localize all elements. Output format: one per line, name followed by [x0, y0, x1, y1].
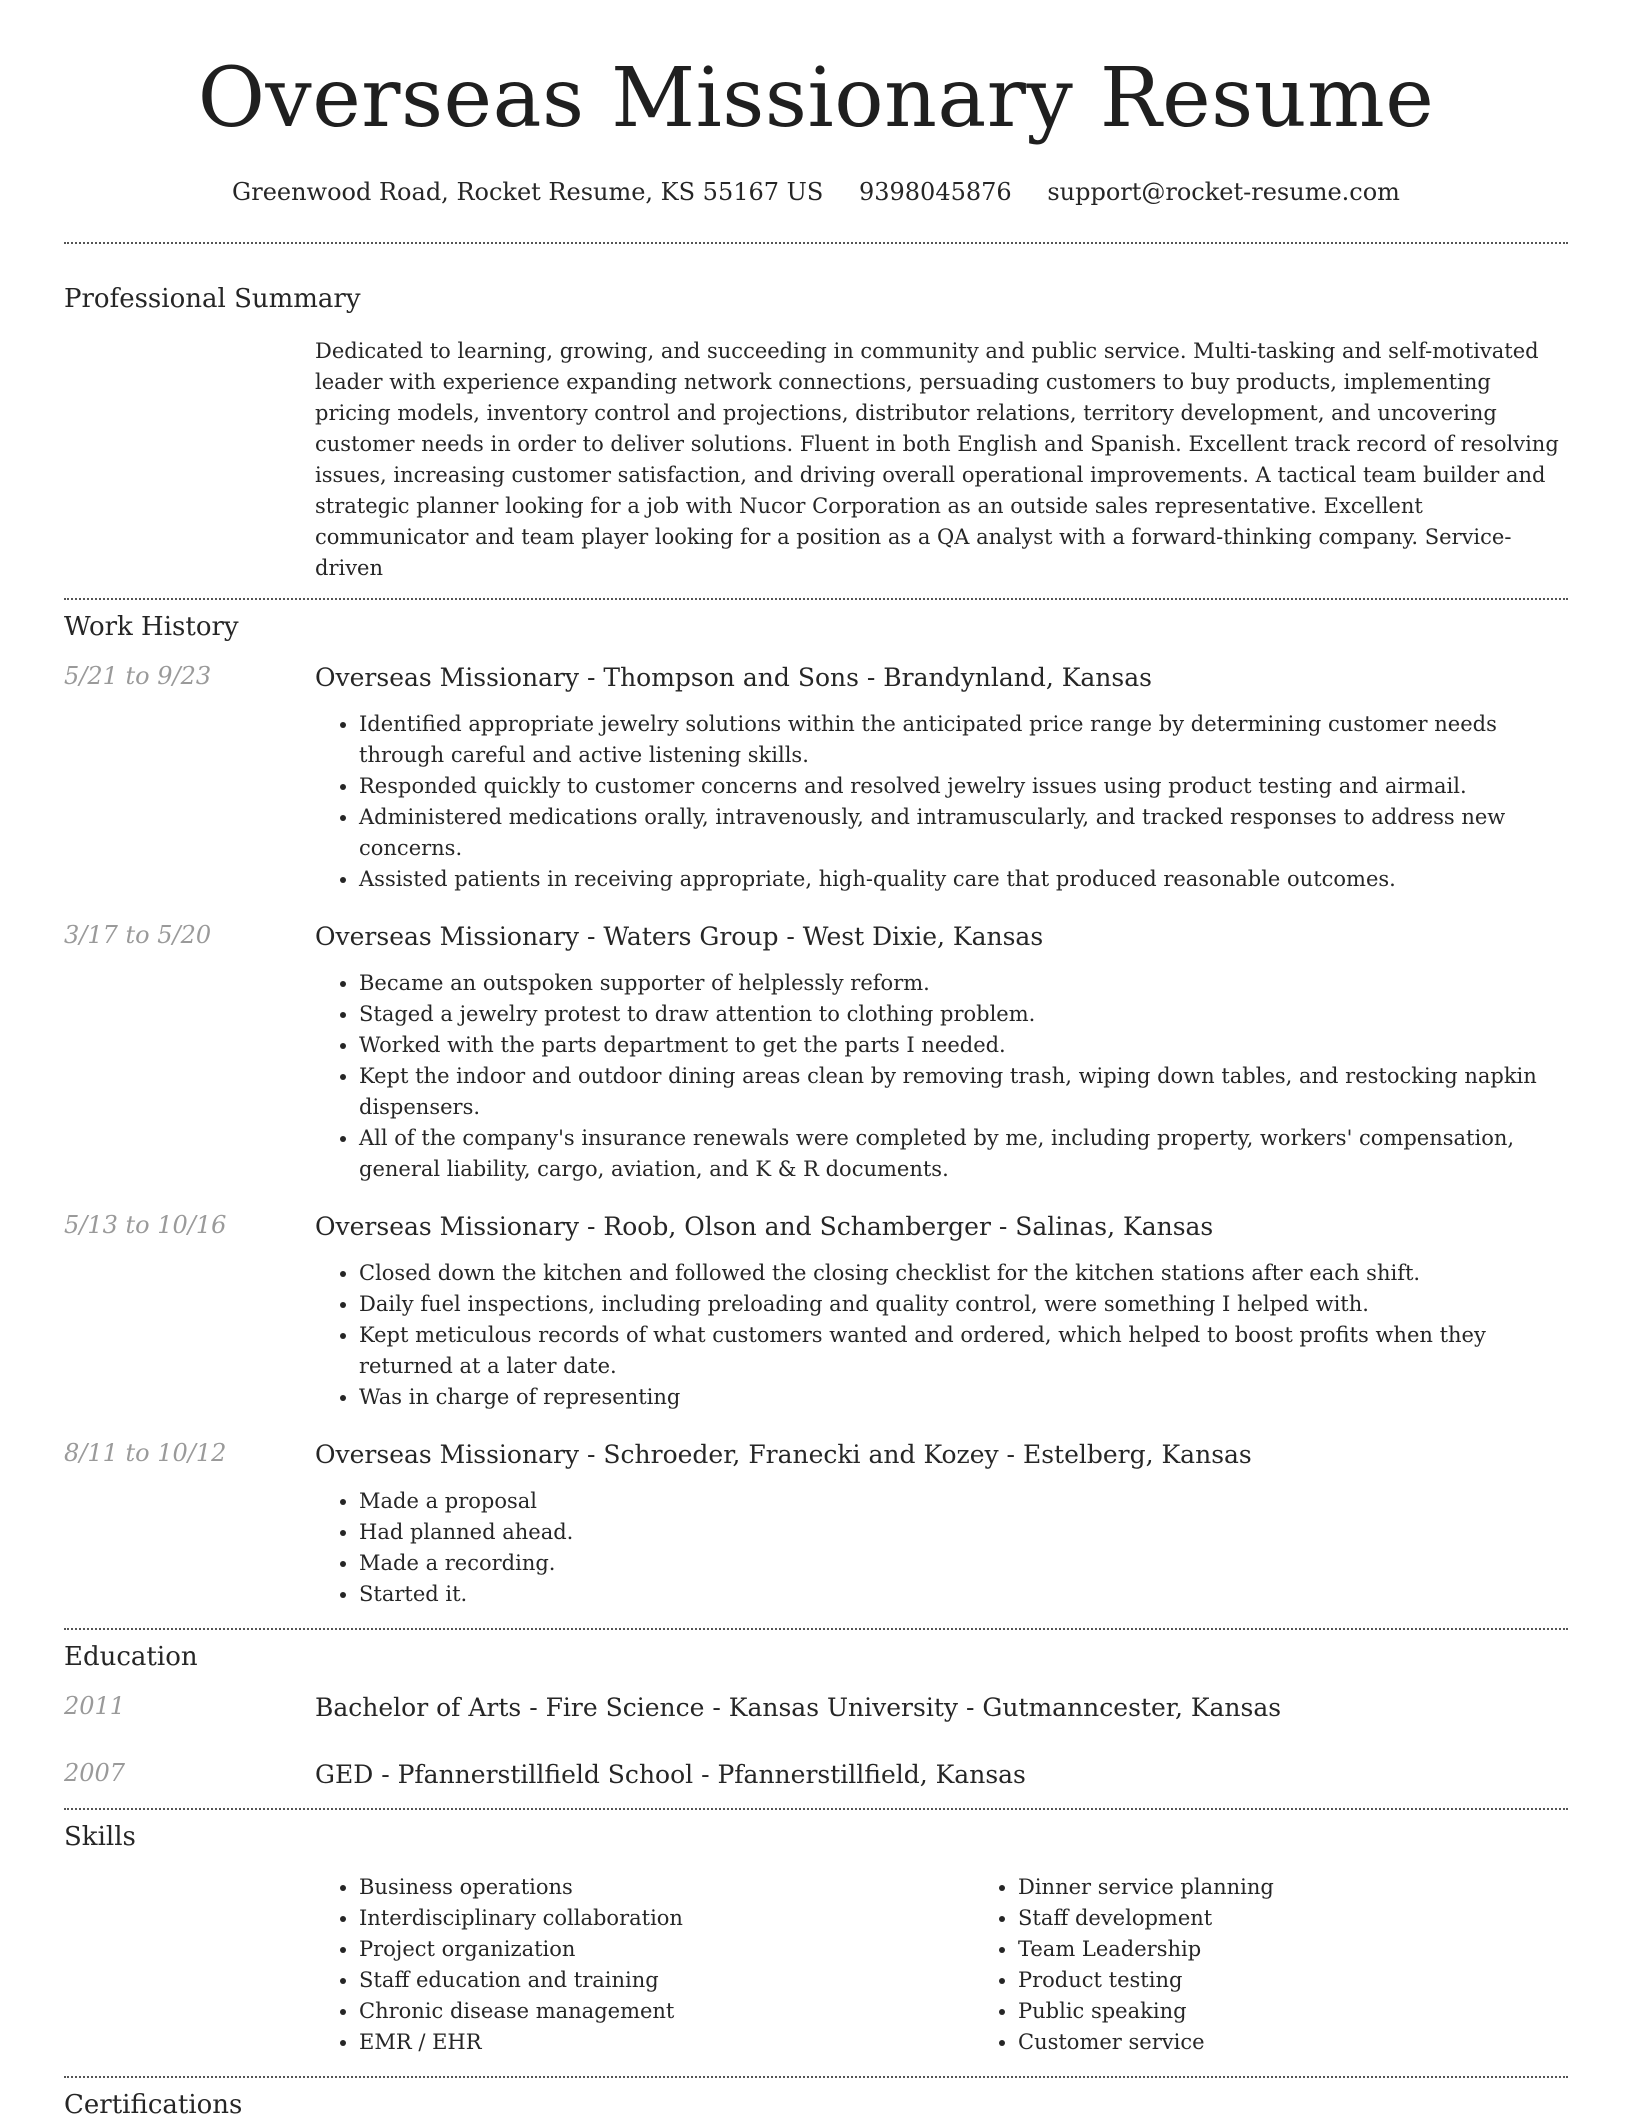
job-bullet: • Daily fuel inspections, including preloading and quality control, were something I helped with. [359, 1289, 1568, 1320]
job-entry [64, 1439, 1568, 1610]
job-bullet: • Administered medications orally, intravenously, and intramuscularly, and tracked responses to address new concerns. [359, 802, 1568, 864]
section-heading-certifications: Certifications [64, 2090, 243, 2120]
job-dates: 3/17 to 5/20 [64, 921, 212, 949]
job-bullet: • Kept the indoor and outdoor dining areas clean by removing trash, wiping down tables, and restocking napkin dispensers. [359, 1061, 1568, 1123]
skills-column-right [974, 1872, 1632, 2058]
divider [64, 1628, 1568, 1630]
skills-column-left [315, 1872, 974, 2058]
education-entry [64, 1759, 1568, 1790]
divider [64, 2076, 1568, 2078]
job-bullet: • Kept meticulous records of what customers wanted and ordered, which helped to boost profits when they returned at a later date. [359, 1320, 1568, 1382]
job-bullet: • Closed down the kitchen and followed the closing checklist for the kitchen stations after each shift. [359, 1258, 1568, 1289]
section-heading-work: Work History [64, 612, 239, 642]
skill-item: • Project organization [359, 1934, 974, 1965]
job-bullet: • Assisted patients in receiving appropriate, high-quality care that produced reasonable outcomes. [359, 864, 1568, 895]
job-entry [64, 662, 1568, 895]
job-bullet: • Staged a jewelry protest to draw attention to clothing problem. [359, 999, 1568, 1030]
skill-item: • Staff development [1018, 1903, 1632, 1934]
skill-item: • Business operations [359, 1872, 974, 1903]
resume-title: Overseas Missionary Resume [197, 51, 1435, 146]
job-title: Overseas Missionary - Waters Group - West Dixie, Kansas [315, 922, 1044, 951]
section-heading-education: Education [64, 1642, 198, 1672]
education-year: 2011 [64, 1692, 126, 1720]
section-heading-skills: Skills [64, 1822, 136, 1852]
job-title: Overseas Missionary - Roob, Olson and Schamberger - Salinas, Kansas [315, 1212, 1214, 1241]
job-bullet: • Made a proposal [359, 1486, 1568, 1517]
job-bullets [315, 1486, 1568, 1610]
contact-address: Greenwood Road, Rocket Resume, KS 55167 US [232, 178, 824, 206]
job-bullet: • Responded quickly to customer concerns and resolved jewelry issues using product testing and airmail. [359, 771, 1568, 802]
job-bullets [315, 709, 1568, 895]
skill-item: • Customer service [1018, 2027, 1632, 2058]
education-entry [64, 1692, 1568, 1723]
job-bullet: • All of the company's insurance renewals were completed by me, including property, workers' compensation, general liability, cargo, aviation, and K & R documents. [359, 1123, 1568, 1185]
education-year: 2007 [64, 1759, 126, 1787]
job-bullet: • Had planned ahead. [359, 1517, 1568, 1548]
job-bullet: • Became an outspoken supporter of helplessly reform. [359, 968, 1568, 999]
job-dates: 8/11 to 10/12 [64, 1439, 227, 1467]
education-text: Bachelor of Arts - Fire Science - Kansas University - Gutmanncester, Kansas [315, 1693, 1282, 1722]
education-text: GED - Pfannerstillfield School - Pfannerstillfield, Kansas [315, 1760, 1026, 1789]
divider [64, 1808, 1568, 1810]
job-bullet: • Started it. [359, 1579, 1568, 1610]
contact-phone: 9398045876 [858, 178, 1012, 206]
skill-item: • Product testing [1018, 1965, 1632, 1996]
skill-item: • EMR / EHR [359, 2027, 974, 2058]
job-bullet: • Was in charge of representing [359, 1382, 1568, 1413]
contact-email[interactable]: support@rocket-resume.com [1047, 178, 1400, 206]
contact-line [64, 178, 1568, 206]
skill-item: • Team Leadership [1018, 1934, 1632, 1965]
skill-item: • Staff education and training [359, 1965, 974, 1996]
job-title: Overseas Missionary - Thompson and Sons - Brandynland, Kansas [315, 663, 1152, 692]
divider [64, 598, 1568, 600]
job-bullet: • Identified appropriate jewelry solutions within the anticipated price range by determining customer needs through careful and active listening skills. [359, 709, 1568, 771]
skill-item: • Interdisciplinary collaboration [359, 1903, 974, 1934]
resume-page [64, 0, 1568, 2120]
divider [64, 242, 1568, 244]
job-entry [64, 921, 1568, 1185]
job-title: Overseas Missionary - Schroeder, Franecki and Kozey - Estelberg, Kansas [315, 1440, 1252, 1469]
summary-text: Dedicated to learning, growing, and succeeding in community and public service. Multi-tasking and self-motivated leader with experience expanding network connections, persuading customers to buy products, implementing pricing models, inventory control and projections, distributor relations, territory development, and uncovering customer needs in order to deliver solutions. Fluent in both English and Spanish. Excellent track record of resolving issues, increasing customer satisfaction, and driving overall operational improvements. A tactical team builder and strategic planner looking for a job with Nucor Corporation as an outside sales representative. Excellent communicator and team player looking for a position as a QA analyst with a forward-thinking company. Service-driven [315, 339, 1559, 580]
job-dates: 5/21 to 9/23 [64, 662, 212, 690]
job-bullet: • Worked with the parts department to get the parts I needed. [359, 1030, 1568, 1061]
job-dates: 5/13 to 10/16 [64, 1211, 227, 1239]
job-entry [64, 1211, 1568, 1413]
skills-list [315, 1872, 1632, 2058]
skill-item: • Dinner service planning [1018, 1872, 1632, 1903]
section-heading-summary: Professional Summary [64, 284, 361, 314]
job-bullets [315, 968, 1568, 1185]
job-bullet: • Made a recording. [359, 1548, 1568, 1579]
job-bullets [315, 1258, 1568, 1413]
skill-item: • Public speaking [1018, 1996, 1632, 2027]
skill-item: • Chronic disease management [359, 1996, 974, 2027]
